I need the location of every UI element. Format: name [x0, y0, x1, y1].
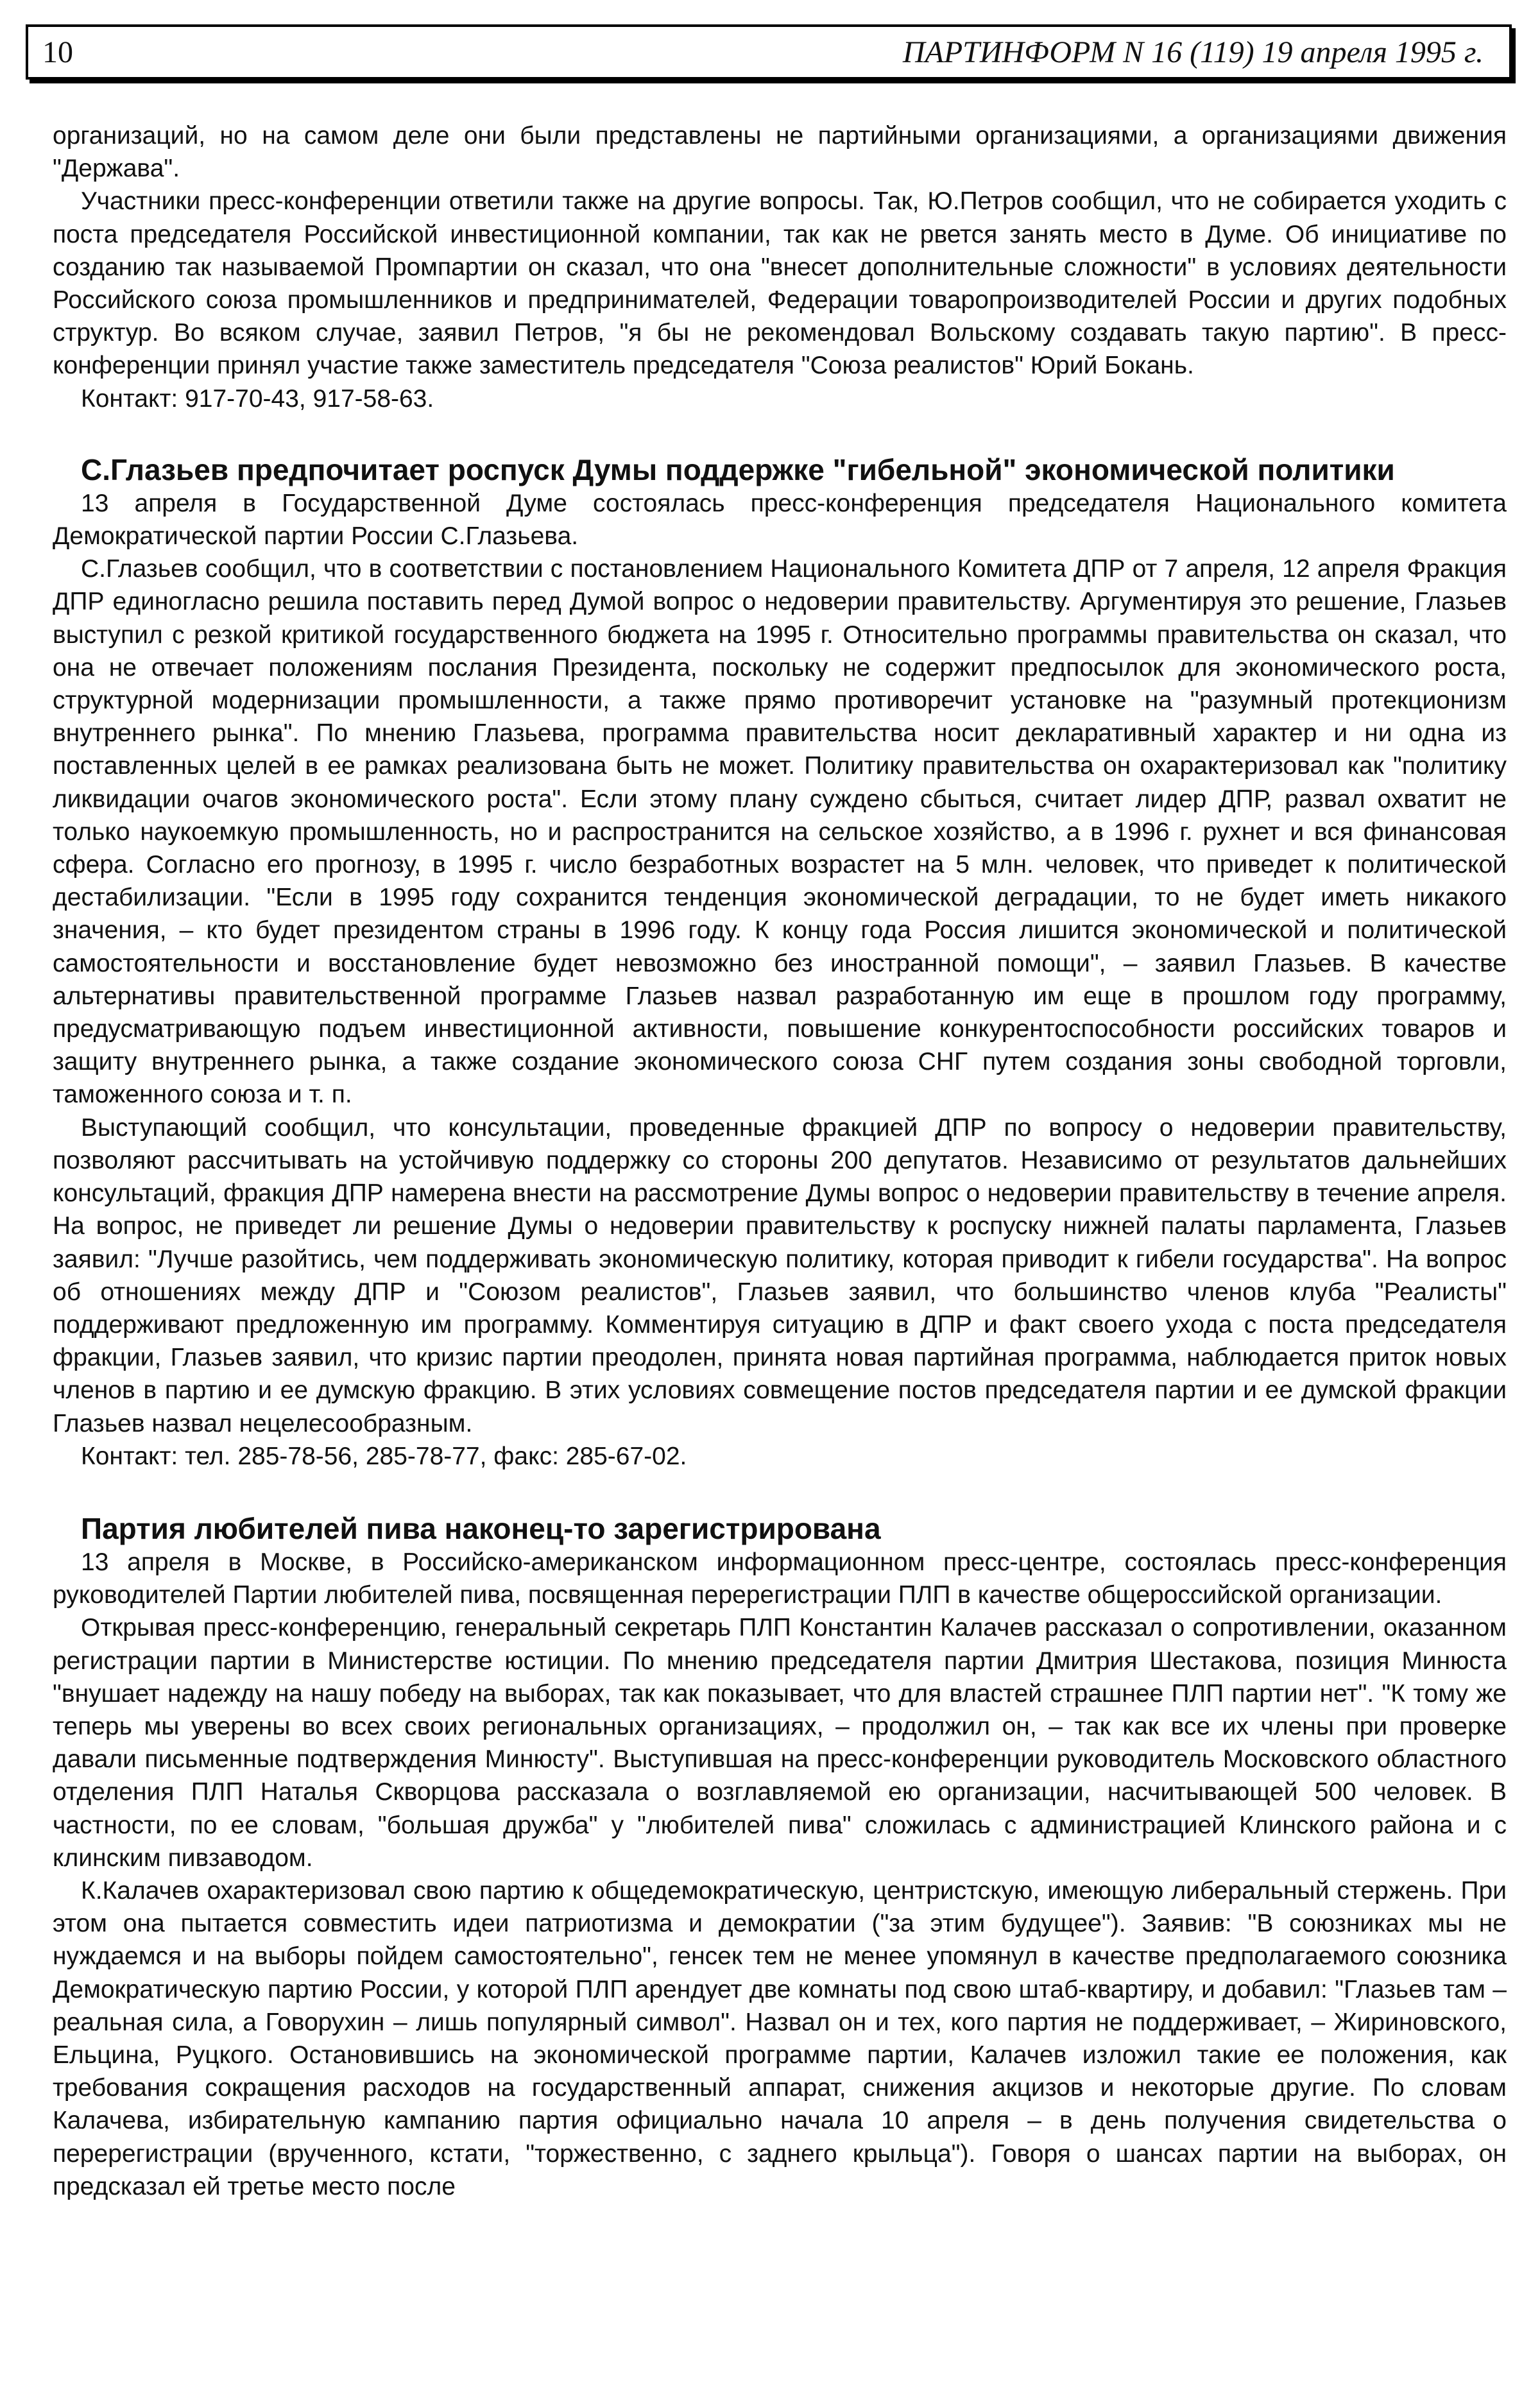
document-page: [26, 24, 1512, 2203]
article-2-paragraph-1: 13 апреля в Москве, в Российско-американском информационном пресс-центре, состоялась пресс-конференция руководителей Партии любителей пива, посвященная перерегистрации ПЛП в качестве общероссийской организации.: [53, 1548, 1507, 1609]
article-1-paragraph-2: С.Глазьев сообщил, что в соответствии с постановлением Национального Комитета ДПР от 7 апреля, 12 апреля Фракция ДПР единогласно решила поставить перед Думой вопрос о недоверии правительству. Аргументируя это решение, Глазьев выступил с резкой критикой государственного бюджета на 1995 г. Относительно программы правительства он сказал, что она не отвечает положениям послания Президента, поскольку не содержит предпосылок для экономического роста, структурной модернизации промышленности, а также прямо противоречит установке на "разумный протекционизм внутреннего рынка". По мнению Глазьева, программа правительства носит декларативный характер и ни одна из поставленных целей в ее рамках реализована быть не может. Политику правительства он охарактеризовал как "политику ликвидации очагов экономического роста". Если этому плану суждено сбыться, считает лидер ДПР, развал охватит не только наукоемкую промышленность, но и распространится на сельское хозяйство, а в 1996 г. рухнет и вся финансовая сфера. Согласно его прогнозу, в 1995 г. число безработных возрастет на 5 млн. человек, что приведет к политической дестабилизации. "Если в 1995 году сохранится тенденция экономической деградации, то не будет иметь никакого значения, – кто будет президентом страны в 1996 году. К концу года Россия лишится экономической и политической самостоятельности и восстановление будет невозможно без иностранной помощи", – заявил Глазьев. В качестве альтернативы правительственной программе Глазьев назвал разработанную им еще в прошлом году программу, предусматривающую подъем инвестиционной активности, повышение конкурентоспособности российских товаров и защиту внутреннего рынка, а также создание экономического союза СНГ путем создания зоны свободной торговли, таможенного союза и т. п.: [53, 555, 1507, 1109]
article-2-paragraph-3: К.Калачев охарактеризовал свою партию к общедемократическую, центристскую, имеющую либеральный стержень. При этом она пытается совместить идеи патриотизма и демократии ("за этим будущее"). Заявив: "В союзниках мы не нуждаемся и на выборы пойдем самостоятельно", генсек тем не менее упомянул в качестве предполагаемого союзника Демократическую партию России, у которой ПЛП арендует две комнаты под свою штаб-квартиру, и добавил: "Глазьев там – реальная сила, а Говорухин – лишь популярный символ". Назвал он и тех, кого партия не поддерживает, – Жириновского, Ельцина, Руцкого. Остановившись на экономической программе партии, Калачев изложил такие ее положения, как требования сокращения расходов на государственный аппарат, снижения акцизов и некоторые другие. По словам Калачева, избирательную кампанию партия официально начала 10 апреля – в день получения свидетельства о перерегистрации (врученного, кстати, "торжественно, с заднего крыльца"). Говоря о шансах партии на выборах, он предсказал ей третье место после: [53, 1876, 1507, 2200]
article-1-paragraph-3: Выступающий сообщил, что консультации, проведенные фракцией ДПР по вопросу о недоверии правительству, позволяют рассчитывать на устойчивую поддержку со стороны 200 депутатов. Независимо от результатов дальнейших консультаций, фракция ДПР намерена внести на рассмотрение Думы вопрос о недоверии правительству в течение апреля. На вопрос, не приведет ли решение Думы о недоверии правительству к роспуску нижней палаты парламента, Глазьев заявил: "Лучше разойтись, чем поддерживать экономическую политику, которая приводит к гибели государства". На вопрос об отношениях между ДПР и "Союзом реалистов", Глазьев заявил, что большинство членов клуба "Реалисты" поддерживают предложенную им программу. Комментируя ситуацию в ДПР и факт своего ухода с поста председателя фракции, Глазьев заявил, что кризис партии преодолен, принята новая партийная программа, наблюдается приток новых членов в партию и ее думскую фракцию. В этих условиях совмещение постов председателя партии и ее думской фракции Глазьев назвал нецелесообразным.: [53, 1113, 1507, 1437]
article-2-paragraph-2: Открывая пресс-конференцию, генеральный секретарь ПЛП Константин Калачев рассказал о сопротивлении, оказанном регистрации партии в Министерстве юстиции. По мнению председателя партии Дмитрия Шестакова, позиция Минюста "внушает надежду на нашу победу на выборах, так как показывает, что для властей страшнее ПЛП партии нет". "К тому же теперь мы уверены во всех своих региональных организациях, – продолжил он, – так как все их члены при проверке давали письменные подтверждения Минюсту". Выступившая на пресс-конференции руководитель Московского областного отделения ПЛП Наталья Скворцова рассказала о возглавляемой ею организации, насчитывающей 500 человек. В частности, по ее словам, "большая дружба" у "любителей пива" сложилась с администрацией Клинского района и с клинским пивзаводом.: [53, 1614, 1507, 1872]
page-header: [26, 24, 1512, 80]
intro-paragraph-2: Участники пресс-конференции ответили также на другие вопросы. Так, Ю.Петров сообщил, что не собирается уходить с поста председателя Российской инвестиционной компании, так как не рвется занять место в Думе. Об инициативе по созданию так называемой Промпартии он сказал, что она "внесет дополнительные сложности" в условиях деятельности Российского союза промышленников и предпринимателей, Федерации товаропроизводителей России и других подобных структур. Во всяком случае, заявил Петров, "я бы не рекомендовал Вольскому создавать такую партию". В пресс-конференции принял участие также заместитель председателя "Союза реалистов" Юрий Бокань.: [53, 187, 1507, 380]
intro-contact: Контакт: 917-70-43, 917-58-63.: [81, 384, 434, 413]
article-body: [26, 119, 1512, 2203]
issue-title: ПАРТИНФОРМ N 16 (119) 19 апреля 1995 г.: [902, 35, 1484, 69]
article-2-title: Партия любителей пива наконец-то зарегистрирована: [81, 1511, 881, 1545]
page-number: 10: [42, 35, 73, 69]
article-1-contact: Контакт: тел. 285-78-56, 285-78-77, факс: 285-67-02.: [81, 1442, 687, 1470]
intro-paragraph-1: организаций, но на самом деле они были представлены не партийными организациями, а организациями движения "Держава".: [53, 122, 1507, 183]
article-1-title: С.Глазьев предпочитает роспуск Думы поддержке "гибельной" экономической политики: [81, 452, 1395, 486]
article-1-paragraph-1: 13 апреля в Государственной Думе состоялась пресс-конференция председателя Национального комитета Демократической партии России С.Глазьева.: [53, 489, 1507, 551]
